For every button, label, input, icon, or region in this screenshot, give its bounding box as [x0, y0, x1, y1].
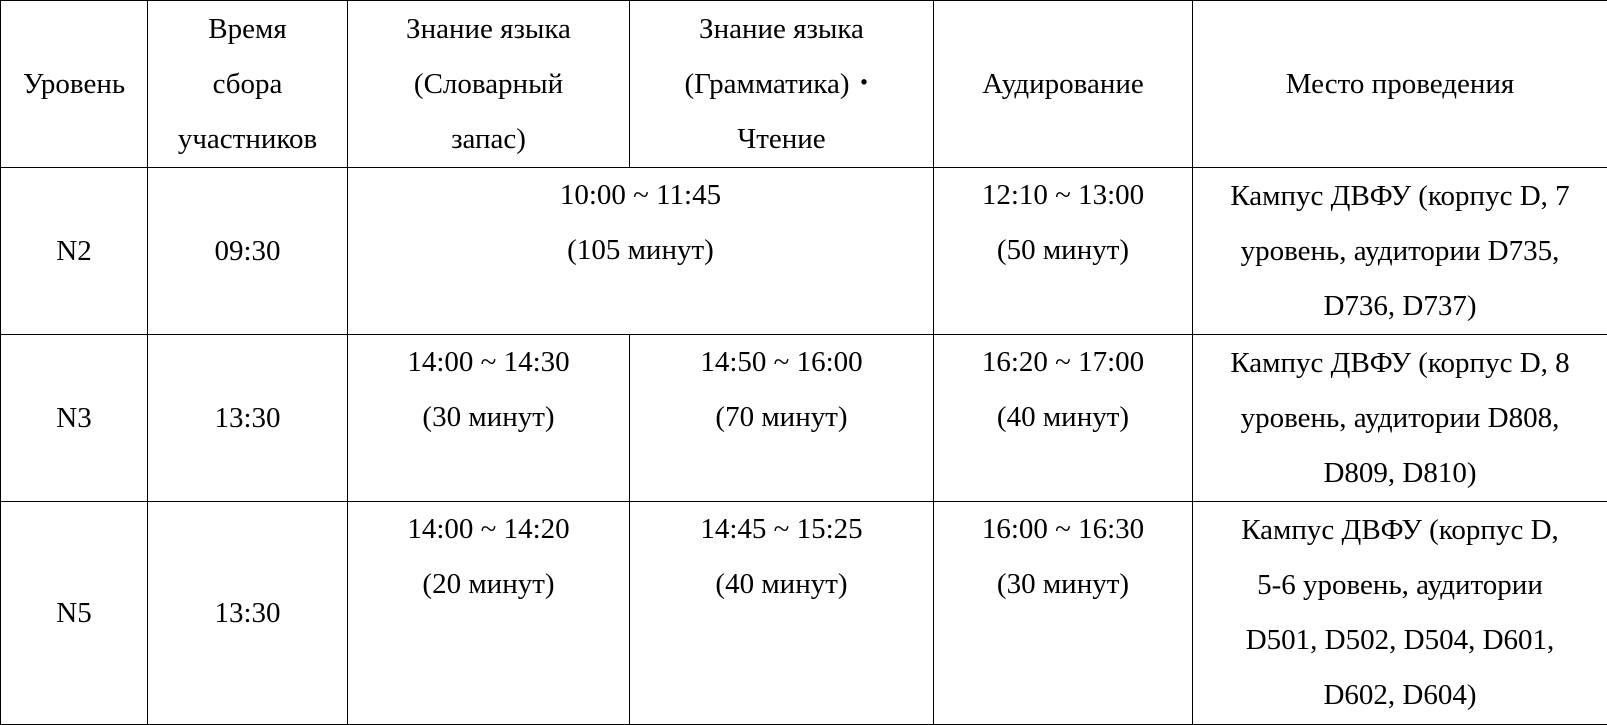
level-cell: N2 [1, 168, 148, 335]
listening-cell: 16:20 ~ 17:00 (40 минут) [934, 335, 1193, 502]
venue-cell: Кампус ДВФУ (корпус D, 5-6 уровень, аудитории D501, D502, D504, D601, D602, D604) [1193, 502, 1607, 725]
grammar-reading-cell: 14:45 ~ 15:25 (40 минут) [630, 502, 934, 725]
header-vocabulary: Знание языка (Словарный запас) [348, 1, 630, 168]
vocab-cell: 14:00 ~ 14:30 (30 минут) [348, 335, 630, 502]
level-cell: N5 [1, 502, 148, 725]
header-row [1, 1, 1607, 168]
combined-vocab-grammar-cell: 10:00 ~ 11:45 (105 минут) [348, 168, 934, 335]
gather-time-cell: 09:30 [148, 168, 348, 335]
vocab-cell: 14:00 ~ 14:20 (20 минут) [348, 502, 630, 725]
gather-time-cell: 13:30 [148, 502, 348, 725]
header-gather-time: Время сбора участников [148, 1, 348, 168]
level-cell: N3 [1, 335, 148, 502]
listening-cell: 12:10 ~ 13:00 (50 минут) [934, 168, 1193, 335]
gather-time-cell: 13:30 [148, 335, 348, 502]
table-row [1, 502, 1607, 725]
table-row [1, 168, 1607, 335]
table-row [1, 335, 1607, 502]
listening-cell: 16:00 ~ 16:30 (30 минут) [934, 502, 1193, 725]
grammar-reading-cell: 14:50 ~ 16:00 (70 минут) [630, 335, 934, 502]
header-venue: Место проведения [1193, 1, 1607, 168]
header-listening: Аудирование [934, 1, 1193, 168]
venue-cell: Кампус ДВФУ (корпус D, 7 уровень, аудитории D735, D736, D737) [1193, 168, 1607, 335]
header-grammar-reading: Знание языка (Грамматика)・ Чтение [630, 1, 934, 168]
header-level: Уровень [1, 1, 148, 168]
venue-cell: Кампус ДВФУ (корпус D, 8 уровень, аудитории D808, D809, D810) [1193, 335, 1607, 502]
